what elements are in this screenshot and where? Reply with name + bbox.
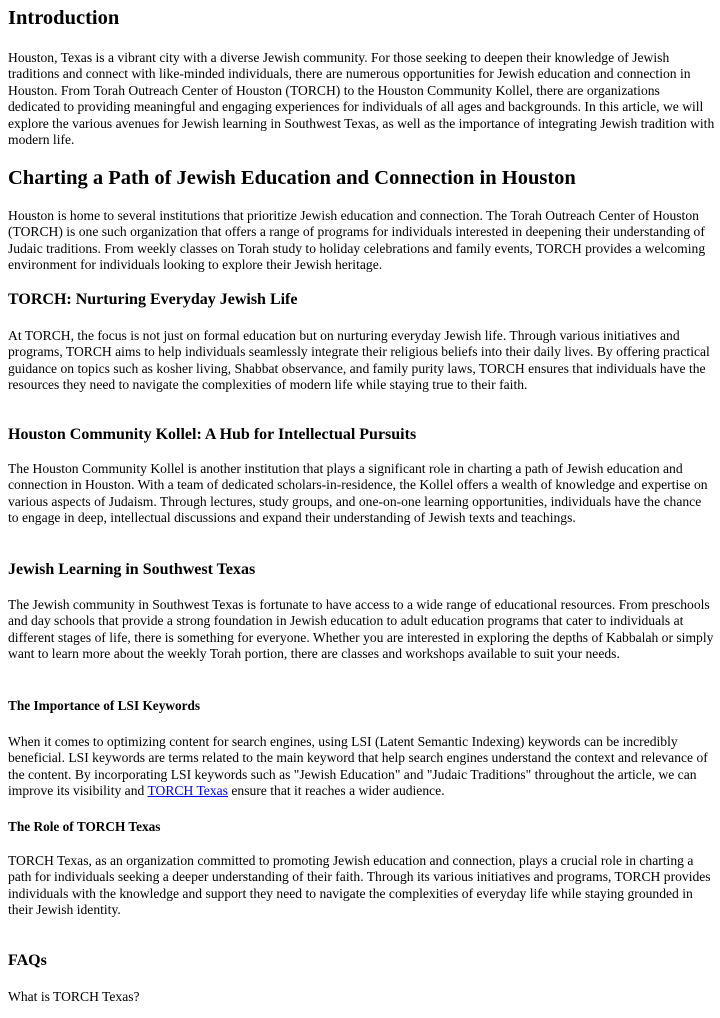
torch-life-heading: TORCH: Nurturing Everyday Jewish Life bbox=[8, 291, 298, 308]
intro-paragraph: Houston, Texas is a vibrant city with a diverse Jewish community. For those seeking to deepen their knowledge of Jewish traditions and connect with like-minded individuals, there are numerous opportunities for Jewish education and connection in Houston. From Torah Outreach Center of Houston (TORCH) to the Houston Community Kollel, there are organizations dedicated to providing meaningful and engaging experiences for individuals of all ages and backgrounds. In this article, we will explore the various avenues for Jewish learning in Southwest Texas, as well as the importance of integrating Jewish tradition with modern life. bbox=[8, 50, 715, 148]
lsi-text-after: ensure that it reaches a wider audience. bbox=[227, 783, 445, 799]
charting-heading: Charting a Path of Jewish Education and Connection in Houston bbox=[8, 167, 576, 189]
torch-texas-link[interactable]: TORCH Texas bbox=[147, 783, 228, 799]
faq-question: What is TORCH Texas? bbox=[8, 989, 140, 1004]
lsi-heading: The Importance of LSI Keywords bbox=[8, 698, 201, 713]
faqs-heading: FAQs bbox=[8, 952, 47, 969]
southwest-heading: Jewish Learning in Southwest Texas bbox=[8, 561, 256, 578]
lsi-paragraph bbox=[8, 734, 715, 800]
torch-life-paragraph: At TORCH, the focus is not just on formal education but on nurturing everyday Jewish life. Through various initiatives and programs, TORCH aims to help individuals seamlessly integrate their religious beliefs into their daily lives. By offering practical guidance on topics such as kosher living, Shabbat observance, and family purity laws, TORCH ensures that individuals have the resources they need to navigate the complexities of modern life while staying true to their faith. bbox=[8, 328, 710, 393]
intro-heading: Introduction bbox=[8, 7, 120, 29]
charting-paragraph: Houston is home to several institutions that prioritize Jewish education and connection. The Torah Outreach Center of Houston (TORCH) is one such organization that offers a range of programs for individuals interested in deepening their understanding of Judaic traditions. From weekly classes on Torah study to holiday celebrations and family events, TORCH provides a welcoming environment for individuals looking to explore their Jewish heritage. bbox=[8, 208, 706, 273]
lsi-text-before: When it comes to optimizing content for search engines, using LSI (Latent Semantic Indexing) keywords can be incredibly beneficial. LSI keywords are terms related to the main keyword that help search engines understand the context and relevance of the content. By incorporating LSI keywords such as "Jewish Education" and "Judaic Traditions" throughout the article, we can improve its visibility and bbox=[8, 734, 708, 799]
role-heading: The Role of TORCH Texas bbox=[8, 819, 161, 834]
role-paragraph: TORCH Texas, as an organization committed to promoting Jewish education and connection, plays a crucial role in charting a path for individuals seeking a deeper understanding of their faith. Through its various initiatives and programs, TORCH provides individuals with the knowledge and support they need to navigate the complexities of everyday life while staying grounded in their Jewish identity. bbox=[8, 853, 711, 918]
kollel-heading: Houston Community Kollel: A Hub for Intellectual Pursuits bbox=[8, 426, 417, 443]
southwest-paragraph: The Jewish community in Southwest Texas is fortunate to have access to a wide range of educational resources. From preschools and day schools that provide a strong foundation in Jewish education to adult education programs that cater to individuals at different stages of life, there is something for everyone. Whether you are interested in exploring the depths of Kabbalah or simply want to learn more about the weekly Torah portion, there are classes and workshops available to suit your needs. bbox=[8, 597, 714, 662]
kollel-paragraph: The Houston Community Kollel is another institution that plays a significant role in charting a path of Jewish education and connection in Houston. With a team of dedicated scholars-in-residence, the Kollel offers a wealth of knowledge and expertise on various aspects of Judaism. Through lectures, study groups, and one-on-one learning opportunities, individuals have the chance to engage in deep, intellectual discussions and expand their understanding of Jewish texts and teachings. bbox=[8, 461, 708, 526]
